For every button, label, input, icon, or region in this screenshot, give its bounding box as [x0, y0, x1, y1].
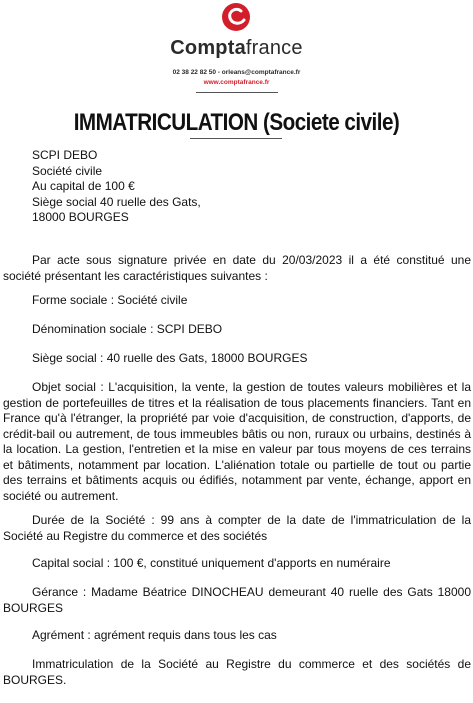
brand-name-bold: Compta: [170, 37, 246, 59]
paragraph-capital: Capital social : 100 €, constitué uniquement d'apports en numéraire: [32, 556, 391, 570]
paragraph-gerance: Gérance : Madame Béatrice DINOCHEAU demeurant 40 ruelle des Gats 18000 BOURGES: [3, 585, 471, 615]
website-link[interactable]: www.comptafrance.fr: [203, 79, 270, 86]
paragraph-denomination: Dénomination sociale : SCPI DEBO: [32, 322, 223, 336]
address-line: Société civile: [32, 163, 103, 178]
title-divider: [190, 138, 282, 139]
c-swoosh-logo-icon: [222, 3, 250, 31]
paragraph-objet-social: Objet social : L'acquisition, la vente, la gestion de toutes valeurs mobilières et la gestion de portefeuilles de titres et la réalisation de tous placements financiers. Tant en France qu'à l'étranger, la propriété par voie d'acquisition, de construction, d'apports, de crédit-bail ou autrement, de tous immeubles bâtis ou non, ruraux ou urbains, destinés à la location. La gestion, l'entretien et la mise en valeur par tous moyens de ces terrains et bâtiments, notamment par location. L'aliénation totale ou partielle de tout ou partie des terrains et bâtiments acquis ou édifiés, notamment par vente, échange, apport en société ou autrement.: [3, 380, 471, 503]
address-line: Siège social 40 ruelle des Gats,: [32, 194, 201, 209]
header-divider: [196, 92, 278, 93]
brand-name: [0, 36, 473, 60]
paragraph-agrement: Agrément : agrément requis dans tous les cas: [32, 628, 277, 642]
paragraph-intro: Par acte sous signature privée en date du 20/03/2023 il a été constitué une société présentant les caractéristiques suivantes :: [3, 253, 471, 283]
address-block: [32, 148, 201, 226]
address-line: Au capital de 100 €: [32, 179, 135, 193]
contact-line: 02 38 22 82 50 - orleans@comptafrance.fr: [172, 69, 301, 76]
paragraph-duree: Durée de la Société : 99 ans à compter de la date de l'immatriculation de la Société au Registre du commerce et des sociétés: [3, 513, 471, 543]
brand-name-light: france: [245, 37, 303, 59]
header: [0, 0, 473, 100]
page-title: IMMATRICULATION (Societe civile): [73, 109, 400, 136]
address-line: 18000 BOURGES: [32, 210, 129, 224]
paragraph-siege-social: Siège social : 40 ruelle des Gats, 18000 BOURGES: [32, 351, 308, 365]
address-line: SCPI DEBO: [32, 148, 98, 162]
paragraph-immatriculation: Immatriculation de la Société au Registre du commerce et des sociétés de BOURGES.: [3, 657, 471, 687]
paragraph-forme-sociale: Forme sociale : Société civile: [32, 293, 188, 307]
